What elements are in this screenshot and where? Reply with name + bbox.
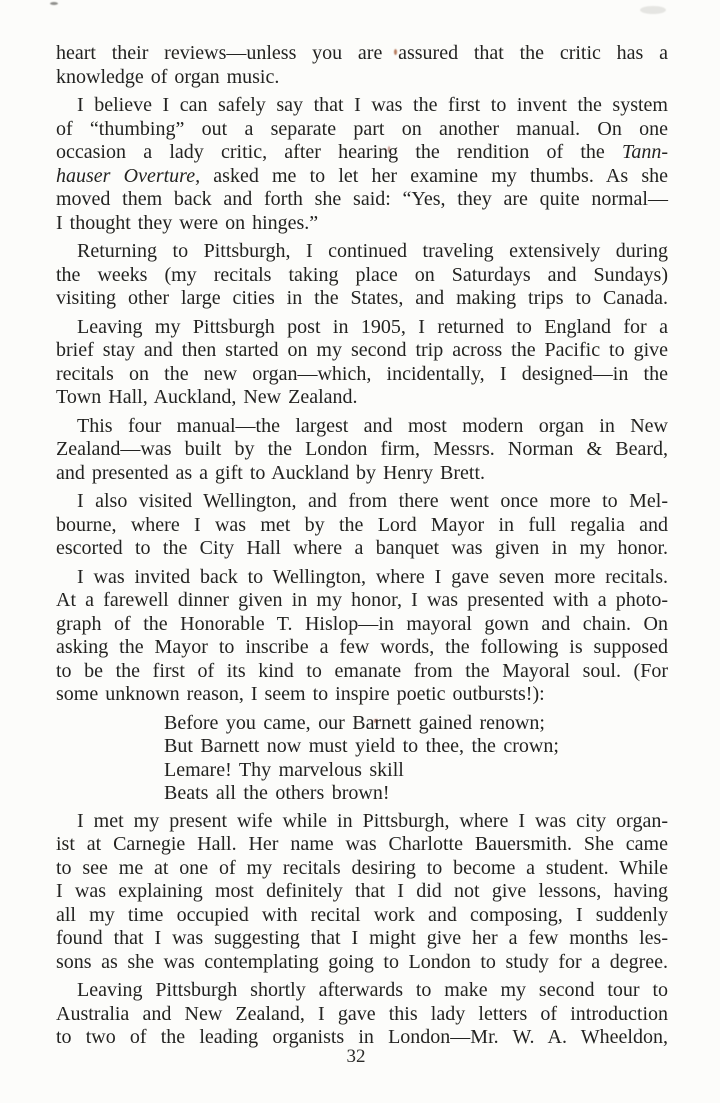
text-line xyxy=(56,141,668,165)
text-line xyxy=(56,833,668,857)
text-segment: I was invited back to Wellington, where I gave seven more recitals. xyxy=(77,565,668,588)
text-segment: all my time occupied with recital work and composing, I suddenly xyxy=(56,903,668,926)
text-segment: Before you came, our Barnett gained renown; xyxy=(164,711,545,734)
text-line xyxy=(164,759,668,783)
text-line xyxy=(56,490,668,514)
text-segment: I was explaining most definitely that I did not give lessons, having xyxy=(56,880,668,902)
text-line xyxy=(56,438,668,462)
text-line xyxy=(56,636,668,660)
text-line xyxy=(56,212,668,236)
text-column xyxy=(56,42,668,1055)
text-line xyxy=(56,927,668,951)
paragraph xyxy=(56,240,668,311)
text-segment: Australia and New Zealand, I gave this lady letters of introduction xyxy=(56,1002,668,1025)
paragraph xyxy=(56,415,668,486)
paragraph xyxy=(56,979,668,1050)
text-line xyxy=(56,66,668,90)
text-line xyxy=(56,363,668,387)
text-segment: visiting other large cities in the States, and making trips to Canada. xyxy=(56,287,668,309)
text-line xyxy=(56,462,668,486)
text-line xyxy=(56,188,668,212)
text-line xyxy=(56,165,668,189)
text-segment: Leaving Pittsburgh shortly afterwards to make my second tour to xyxy=(77,979,668,1001)
text-line xyxy=(56,613,668,637)
text-line xyxy=(56,316,668,340)
paragraph xyxy=(56,810,668,975)
paragraph xyxy=(56,566,668,707)
text-segment: I also visited Wellington, and from there went once more to Mel- xyxy=(77,490,668,512)
text-segment: to be the first of its kind to emanate from the Mayoral soul. (For xyxy=(56,659,668,682)
text-segment: Zealand—was built by the London firm, Messrs. Norman & Beard, xyxy=(56,438,668,460)
italic-text: Tann- xyxy=(622,141,668,163)
text-line xyxy=(56,660,668,684)
text-segment: At a farewell dinner given in my honor, I was presented with a photo- xyxy=(56,589,668,611)
text-line xyxy=(56,240,668,264)
text-line xyxy=(56,118,668,142)
text-segment: knowledge of organ music. xyxy=(56,65,280,88)
text-line xyxy=(56,979,668,1003)
text-line xyxy=(164,712,668,736)
text-segment: the weeks (my recitals taking place on Saturdays and Sundays) xyxy=(56,263,668,286)
text-line xyxy=(56,857,668,881)
text-line xyxy=(164,735,668,759)
text-segment: occasion a lady critic, after hearing the rendition of the xyxy=(56,141,623,163)
text-segment: moved them back and forth she said: “Yes, they are quite normal— xyxy=(56,188,668,210)
text-segment: Leaving my Pittsburgh post in 1905, I returned to England for a xyxy=(77,315,668,338)
text-segment: asked me to let her examine my thumbs. As she xyxy=(200,164,668,187)
italic-text: hauser Overture, xyxy=(56,164,201,187)
text-segment: to see me at one of my recitals desiring to become a student. While xyxy=(56,856,668,879)
text-segment: asking the Mayor to inscribe a few words, the following is supposed xyxy=(56,636,668,658)
text-segment: I thought they were on hinges.” xyxy=(56,211,319,234)
text-segment: Returning to Pittsburgh, I continued traveling extensively during xyxy=(77,240,668,262)
text-line xyxy=(56,810,668,834)
text-line xyxy=(56,683,668,707)
text-line xyxy=(56,287,668,311)
text-line xyxy=(56,339,668,363)
text-segment: This four manual—the largest and most modern organ in New xyxy=(77,414,668,437)
paragraph xyxy=(56,94,668,235)
text-segment: Town Hall, Auckland, New Zealand. xyxy=(56,386,358,408)
text-segment: bourne, where I was met by the Lord Mayor in full regalia and xyxy=(56,513,668,536)
scan-speck xyxy=(50,2,58,5)
text-line xyxy=(56,566,668,590)
text-segment: recitals on the new organ—which, incidentally, I designed—in the xyxy=(56,362,668,385)
text-line xyxy=(56,386,668,410)
text-line xyxy=(56,514,668,538)
text-segment: of “thumbing” out a separate part on another manual. On one xyxy=(56,117,668,140)
text-segment: escorted to the City Hall where a banquet was given in my honor. xyxy=(56,537,668,559)
text-segment: I met my present wife while in Pittsburgh, where I was city organ- xyxy=(77,809,668,832)
text-segment: ist at Carnegie Hall. Her name was Charlotte Bauersmith. She came xyxy=(56,833,668,855)
text-line xyxy=(56,904,668,928)
text-segment: But Barnett now must yield to thee, the crown; xyxy=(164,735,559,757)
text-line xyxy=(56,880,668,904)
text-line xyxy=(56,589,668,613)
paragraph xyxy=(56,42,668,89)
text-segment: graph of the Honorable T. Hislop—in mayoral gown and chain. On xyxy=(56,612,668,635)
text-segment: brief stay and then started on my second trip across the Pacific to give xyxy=(56,339,668,361)
text-segment: Lemare! Thy marvelous skill xyxy=(164,758,404,781)
text-segment: and presented as a gift to Auckland by Henry Brett. xyxy=(56,461,485,484)
text-line xyxy=(56,94,668,118)
text-line xyxy=(56,1003,668,1027)
page-number: 32 xyxy=(346,1046,366,1067)
text-segment: some unknown reason, I seem to inspire poetic outbursts!): xyxy=(56,683,545,705)
poem-block xyxy=(56,712,668,806)
text-segment: I believe I can safely say that I was the first to invent the system xyxy=(77,94,668,116)
text-segment: Beats all the others brown! xyxy=(164,782,390,804)
text-line xyxy=(56,42,668,66)
scan-speck xyxy=(640,6,666,14)
text-line xyxy=(56,415,668,439)
paragraph xyxy=(56,490,668,561)
text-line xyxy=(56,951,668,975)
text-segment: heart their reviews—unless you are assured that the critic has a xyxy=(56,42,668,64)
text-line xyxy=(56,537,668,561)
text-segment: found that I was suggesting that I might give her a few months les- xyxy=(56,927,668,949)
paragraph xyxy=(56,316,668,410)
text-line xyxy=(56,264,668,288)
text-line xyxy=(164,782,668,806)
text-segment: sons as she was contemplating going to London to study for a degree. xyxy=(56,950,668,973)
text-segment: to two of the leading organists in London—Mr. W. A. Wheeldon, xyxy=(56,1026,668,1048)
